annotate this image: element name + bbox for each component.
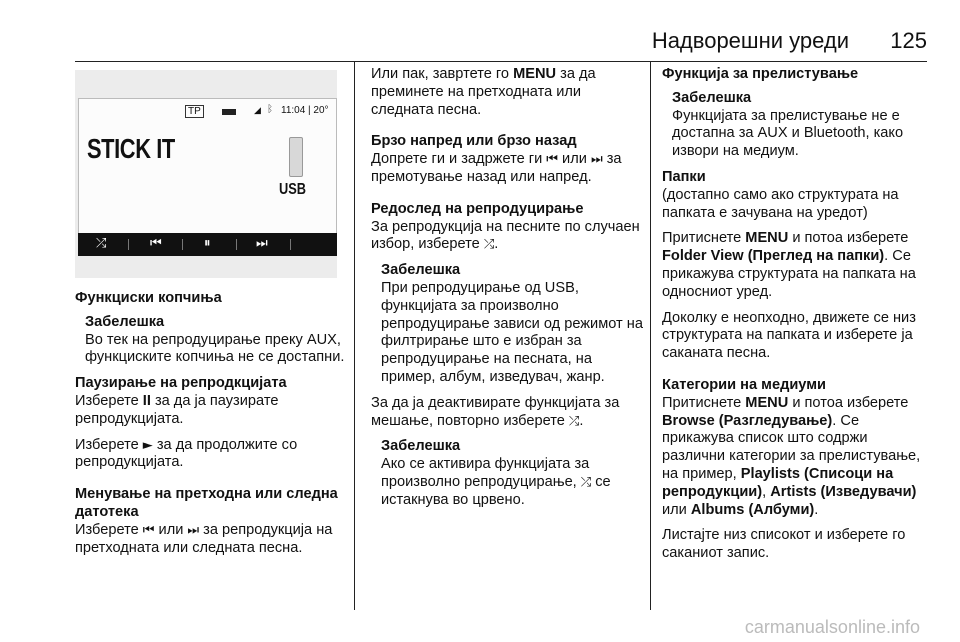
pause-symbol: II: [142, 392, 151, 409]
shuffle-icon: ⤮: [96, 236, 107, 251]
previous-symbol: ⏮: [142, 522, 155, 538]
display-screen: [78, 98, 337, 256]
next-symbol: ⏭: [187, 522, 200, 538]
note-title: Забелешка: [381, 262, 461, 279]
note-text: Ако се активира функцијата за произволно репродуцирање, ⤮ се истакнува во црвено.: [381, 456, 611, 508]
separator: [236, 239, 237, 250]
paragraph-menu-turn: Или пак, завртете го MENU за да преминете на претходната или следната песна.: [371, 66, 596, 118]
separator: [290, 239, 291, 250]
paragraph-browse: Притиснете MENU и потоа изберете Browse (Разгледување). Се прикажува список што содржи различни категории за прелистување, на пример, Playlists (Списоци на репродукции), Artists (Изведувачи) или Albums (Албуми).: [662, 394, 921, 518]
heading-play-order: Редослед на репродуцирање: [371, 200, 584, 217]
page-header: [75, 22, 927, 62]
column-2: [371, 62, 646, 510]
heading-function-buttons: Функциски копчиња: [75, 290, 222, 306]
paragraph-shuffle: За репродукција на песните по случаен избор, изберете ⤮.: [371, 218, 640, 253]
paragraph-pause: Изберете II за да ја паузирате репродукцијата.: [75, 392, 279, 427]
source-label: USB: [279, 181, 307, 198]
column-1: [75, 62, 345, 557]
pause-icon: ⏸: [204, 236, 211, 251]
column-3: [662, 62, 932, 563]
page-title: Надворешни уреди: [651, 28, 849, 53]
paragraph-scroll: Листајте низ списокот и изберете го саканиот запис.: [662, 527, 906, 562]
column-divider-2: [650, 62, 651, 610]
note-browse: [662, 90, 932, 161]
note-text: При репродуцирање од USB, функцијата за произволно репродуцирање зависи од режимот на филтрирање што е избран за репродуцирање на песната, на пример, албум, изведувач, жанр.: [381, 279, 643, 385]
paragraph-resume: Изберете ► за да продолжите со репродукцијата.: [75, 436, 298, 471]
note-shuffle-highlight: [371, 438, 646, 509]
note-text: Во тек на репродуцирање преку AUX, функциските копчиња не се достапни.: [85, 331, 345, 366]
note-title: Забелешка: [381, 438, 461, 455]
signal-icon: ◢: [254, 105, 261, 115]
heading-folders: Папки: [662, 168, 706, 185]
note-usb-shuffle: [371, 262, 646, 387]
paragraph-folders: (достапно само ако структурата на папката е зачувана на уредот): [662, 186, 899, 221]
note-text: Функцијата за прелистување не е достапна за AUX и Bluetooth, како извори на медиум.: [672, 107, 904, 160]
note-aux: [75, 314, 345, 367]
usb-stick-icon: [289, 137, 303, 177]
paragraph-deactivate: За да ја деактивирате функцијата за мешање, повторно изберете ⤮.: [371, 394, 620, 429]
control-bar: [78, 233, 337, 256]
column-divider-1: [354, 62, 355, 610]
separator: [128, 239, 129, 250]
shuffle-symbol: ⤮: [483, 237, 495, 253]
play-symbol: ►: [142, 437, 153, 453]
tp-badge: TP: [185, 105, 204, 118]
separator: [182, 239, 183, 250]
note-title: Забелешка: [85, 313, 165, 330]
previous-track-icon: ⏮: [150, 236, 162, 251]
paragraph-fast-forward: Допрете ги и задржете ги ⏮ или ⏭ за премотување назад или напред.: [371, 151, 622, 185]
paragraph-navigate: Доколку е неопходно, движете се низ структурата на папката и изберете ја саканата песна.: [662, 309, 916, 362]
paragraph-change-file: Изберете ⏮ или ⏭ за репродукција на претходната или следната песна.: [75, 521, 333, 556]
next-track-icon: ⏭: [256, 236, 268, 251]
paragraph-folder-view: Притиснете MENU и потоа изберете Folder View (Преглед на папки). Се прикажува структурата на папката на односниот уред.: [662, 230, 916, 300]
heading-pause: Паузирање на репродкцијата: [75, 375, 287, 392]
infotainment-screen-photo: [75, 70, 337, 278]
track-title: STICK IT: [87, 133, 175, 164]
page-number: 125: [890, 28, 927, 53]
clock-readout: 11:04 | 20°: [281, 105, 329, 116]
heading-categories: Категории на медиуми: [662, 376, 827, 393]
watermark: carmanualsonline.info: [744, 617, 920, 637]
heading-fast-forward: Брзо напред или брзо назад: [371, 133, 577, 150]
note-title: Забелешка: [672, 89, 752, 106]
bluetooth-icon: ᛒ: [267, 104, 273, 115]
battery-icon: [222, 109, 236, 115]
heading-change-file: Менување на претходна или следна датотека: [75, 486, 338, 520]
heading-browse: Функција за прелистување: [662, 66, 859, 82]
